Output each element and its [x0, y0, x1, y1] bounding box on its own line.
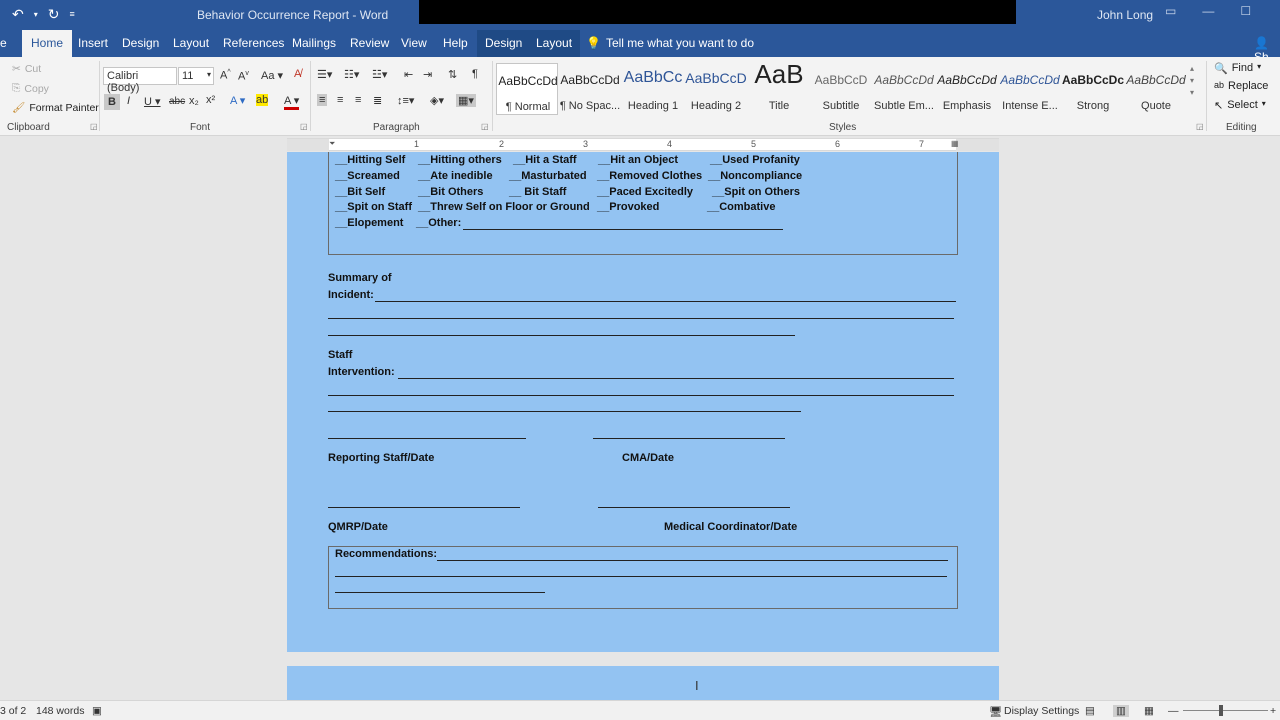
tab-insert[interactable]: Insert: [78, 36, 109, 50]
checkbox-item[interactable]: __Spit on Staff: [335, 201, 413, 213]
separator: [99, 61, 100, 131]
signature-line-qmrp: [328, 507, 520, 508]
style-intense-emphasis[interactable]: [999, 63, 1061, 115]
user-name[interactable]: John Long: [1097, 8, 1154, 22]
status-bar: [0, 700, 1280, 720]
ruler-left-margin: [287, 139, 329, 151]
cut-button[interactable]: [12, 63, 41, 75]
font-name-select[interactable]: [103, 67, 177, 94]
checkbox-item[interactable]: __Ate inedible: [418, 170, 493, 182]
style-name: Strong: [1076, 100, 1110, 112]
ruler-number: 4: [667, 139, 673, 149]
subscript-button[interactable]: x₂: [189, 95, 199, 107]
checkbox-item[interactable]: __Spit on Others: [712, 186, 801, 198]
cursor-icon: ↖: [1214, 100, 1224, 112]
find-button[interactable]: [1214, 62, 1261, 75]
signature-line-reporting: [328, 438, 526, 439]
minimize-icon[interactable]: —: [1202, 4, 1215, 18]
ruler-number: 7: [919, 139, 925, 149]
ribbon: [0, 57, 1280, 136]
style-preview: AaBbCcDd: [874, 73, 934, 87]
decrease-indent-icon[interactable]: ⇤: [404, 69, 414, 81]
signature-line-medical: [598, 507, 790, 508]
recommendations-blank-line: [437, 560, 948, 561]
bullets-icon[interactable]: ☰▾: [317, 69, 333, 81]
page-count[interactable]: 3 of 2: [0, 705, 27, 717]
style-preview: AaBbCcD: [685, 70, 747, 86]
align-right-icon[interactable]: ≡: [355, 94, 362, 106]
style-name: Subtitle: [822, 100, 860, 112]
style-preview: AaBbCcDd: [1126, 73, 1186, 87]
cma-label: CMA/Date: [622, 452, 674, 464]
file-tab-edge[interactable]: e: [0, 36, 7, 50]
style-normal[interactable]: [496, 63, 558, 115]
replace-button[interactable]: [1214, 80, 1268, 92]
text-cursor-icon: I: [695, 678, 699, 693]
zoom-slider-track[interactable]: [1183, 710, 1268, 711]
tell-me-box[interactable]: [586, 36, 754, 50]
styles-group-label: Styles: [829, 122, 857, 133]
style-no-spacing[interactable]: [559, 63, 621, 115]
checkbox-item[interactable]: __Noncompliance: [708, 170, 803, 182]
ruler-number: 5: [751, 139, 757, 149]
replace-icon: ab: [1214, 80, 1225, 90]
ribbon-display-options-icon[interactable]: ▭: [1165, 4, 1177, 18]
tab-view[interactable]: View: [401, 36, 427, 50]
clipboard-launcher-icon[interactable]: ◲: [90, 122, 98, 131]
document-title: Behavior Occurrence Report - Word: [197, 8, 389, 22]
select-label: Select: [1227, 99, 1258, 111]
chevron-down-icon: ▾: [1261, 99, 1266, 108]
intervention-blank-line: [328, 411, 801, 412]
read-mode-icon[interactable]: ▤: [1085, 705, 1095, 717]
select-button[interactable]: [1214, 99, 1266, 112]
style-name: Quote: [1141, 100, 1171, 112]
checkbox-item[interactable]: __Used Profanity: [710, 154, 800, 166]
copy-button[interactable]: [12, 82, 49, 95]
checkbox-item[interactable]: __Screamed: [335, 170, 400, 182]
display-settings-icon: 🖥: [989, 706, 1003, 718]
summary-blank-line: [375, 301, 956, 302]
checkbox-item[interactable]: __Hit an Object: [598, 154, 679, 166]
separator: [492, 61, 493, 131]
checkbox-item[interactable]: __Paced Excitedly: [597, 186, 694, 198]
paragraph-group-label: Paragraph: [373, 122, 420, 133]
bold-button[interactable]: B: [104, 94, 120, 110]
ruler-number: 2: [499, 139, 505, 149]
multilevel-list-icon[interactable]: ☳▾: [372, 69, 388, 81]
style-heading-2[interactable]: [685, 63, 747, 115]
other-blank-line: [463, 229, 783, 230]
proofing-icon[interactable]: ▣: [92, 705, 102, 717]
style-name: Heading 2: [690, 100, 742, 112]
summary-label-line2: Incident:: [328, 289, 374, 301]
horizontal-ruler[interactable]: [287, 138, 999, 151]
style-name: Emphasis: [942, 100, 992, 112]
checkbox-item-other[interactable]: __Other:: [416, 217, 462, 229]
grow-font-icon[interactable]: A^: [220, 69, 231, 82]
quick-access-toolbar: [12, 6, 75, 23]
align-left-icon[interactable]: ≡: [319, 94, 326, 106]
style-preview: AaBbCcDd: [937, 73, 997, 87]
clipboard-group-label: Clipboard: [7, 122, 50, 133]
font-size-select[interactable]: [178, 67, 214, 85]
ruler-number: 3: [583, 139, 589, 149]
copy-icon: ⎘: [12, 82, 21, 94]
highlight-icon[interactable]: ab: [256, 94, 269, 106]
recommendations-blank-line: [335, 576, 947, 577]
style-subtle-emphasis[interactable]: [873, 63, 935, 115]
word-count[interactable]: 148 words: [36, 705, 85, 717]
find-label: Find: [1231, 62, 1254, 74]
text-effects-icon[interactable]: A ▾: [230, 95, 246, 107]
tab-mailings[interactable]: Mailings: [292, 36, 337, 50]
style-preview: AaBbCcDc: [1062, 73, 1124, 87]
borders-icon[interactable]: ▦▾: [458, 95, 474, 107]
reporting-staff-label: Reporting Staff/Date: [328, 452, 435, 464]
checkbox-item[interactable]: __Bit Self: [335, 186, 386, 198]
tab-references[interactable]: References: [223, 36, 285, 50]
paragraph-launcher-icon[interactable]: ◲: [481, 122, 489, 131]
checkbox-item[interactable]: __Removed Clothes: [597, 170, 703, 182]
window-controls: [1165, 4, 1251, 18]
recommendations-label: Recommendations:: [335, 548, 438, 560]
style-title[interactable]: [748, 59, 810, 115]
checkbox-item[interactable]: __Bit Others: [418, 186, 484, 198]
qmrp-label: QMRP/Date: [328, 521, 388, 533]
style-name: Heading 1: [627, 100, 679, 112]
style-name: ¶ No Spac...: [559, 100, 621, 112]
summary-blank-line: [328, 335, 795, 336]
tab-help[interactable]: Help: [443, 36, 468, 50]
superscript-button[interactable]: x²: [206, 94, 216, 106]
indent-marker-icon[interactable]: ⏷: [329, 139, 336, 148]
style-heading-1[interactable]: [622, 63, 684, 115]
style-quote[interactable]: [1125, 63, 1187, 115]
style-preview: AaBbCc: [623, 69, 683, 86]
scissors-icon: ✂: [12, 63, 21, 75]
tab-design[interactable]: Design: [122, 36, 160, 50]
staff-label-line2: Intervention:: [328, 366, 395, 378]
replace-label: Replace: [1228, 80, 1269, 92]
signature-line-cma: [593, 438, 785, 439]
person-icon: 👤: [1254, 36, 1269, 50]
cut-label: Cut: [24, 63, 42, 75]
customize-qat-icon[interactable]: ≡: [69, 9, 75, 19]
font-color-icon[interactable]: A ▾: [284, 94, 299, 110]
redo-icon[interactable]: ↻: [47, 6, 60, 22]
tell-me-text: Tell me what you want to do: [605, 36, 755, 50]
tab-layout[interactable]: Layout: [173, 36, 210, 50]
editing-group-label: Editing: [1226, 122, 1257, 133]
shrink-font-icon[interactable]: $A^v$: [238, 70, 249, 83]
zoom-slider-thumb[interactable]: [1219, 705, 1223, 716]
medical-coordinator-label: Medical Coordinator/Date: [664, 521, 798, 533]
styles-scroll-icon[interactable]: ▴ ▾ ▾: [1190, 64, 1195, 97]
line-spacing-icon[interactable]: ↕≡▾: [397, 95, 415, 107]
tab-table-design[interactable]: Design: [477, 30, 530, 57]
font-name-value: Calibri (Body): [107, 70, 140, 94]
document-page[interactable]: [287, 152, 999, 652]
font-launcher-icon[interactable]: ◲: [300, 122, 308, 131]
style-strong[interactable]: [1062, 63, 1124, 115]
search-icon: 🔍: [1214, 63, 1228, 75]
style-preview: AaBbCcDd: [1000, 73, 1060, 87]
checkbox-item[interactable]: __Hit a Staff: [513, 154, 577, 166]
shading-icon[interactable]: ◈▾: [430, 95, 444, 107]
tab-review[interactable]: Review: [350, 36, 390, 50]
italic-button[interactable]: I: [127, 95, 131, 107]
checkbox-item[interactable]: __Hitting others: [418, 154, 502, 166]
tab-table-layout[interactable]: Layout: [528, 30, 580, 57]
undo-dropdown-icon[interactable]: ▾: [33, 10, 38, 19]
separator: [310, 61, 311, 131]
zoom-out-icon[interactable]: —: [1168, 705, 1179, 717]
paintbrush-icon: 🖌: [12, 102, 26, 114]
chevron-down-icon: ▾: [1257, 62, 1262, 71]
style-preview: AaBbCcDd: [560, 73, 620, 87]
change-case-icon[interactable]: Aa ▾: [261, 70, 284, 82]
checkbox-item[interactable]: __Hitting Self: [335, 154, 406, 166]
style-name: Intense E...: [1002, 100, 1058, 112]
intervention-blank-line: [398, 378, 954, 379]
checkbox-item[interactable]: __Combative: [707, 201, 776, 213]
zoom-in-icon[interactable]: +: [1270, 705, 1277, 717]
print-layout-icon[interactable]: ▥: [1113, 705, 1129, 717]
format-painter-button[interactable]: [12, 101, 99, 114]
lightbulb-icon: 💡: [586, 36, 601, 50]
style-preview: AaBbCcDd: [498, 74, 558, 88]
summary-label-line1: Summary of: [328, 272, 392, 284]
display-settings-button[interactable]: Display Settings: [1004, 705, 1080, 717]
show-formatting-icon[interactable]: ¶: [472, 68, 478, 80]
tab-home[interactable]: Home: [22, 30, 72, 57]
ruler-number: 6: [835, 139, 841, 149]
checkbox-item[interactable]: __Threw Self on Floor or Ground: [418, 201, 590, 213]
checkbox-item[interactable]: __Provoked: [597, 201, 660, 213]
checkbox-item[interactable]: __ Bit Staff: [509, 186, 567, 198]
font-size-value: 11: [182, 70, 194, 82]
style-preview: AaBbCcD: [814, 73, 868, 87]
style-name: Subtle Em...: [874, 100, 934, 112]
intervention-blank-line: [328, 395, 954, 396]
style-emphasis[interactable]: [936, 63, 998, 115]
format-painter-label: Format Painter: [29, 101, 99, 114]
staff-label-line1: Staff: [328, 349, 353, 361]
style-preview: AaB: [754, 59, 804, 89]
numbering-icon[interactable]: ☷▾: [344, 69, 360, 81]
style-name: Title: [768, 100, 790, 112]
copy-label: Copy: [24, 82, 49, 95]
web-layout-icon[interactable]: ▦: [1144, 705, 1154, 717]
right-indent-marker-icon[interactable]: ▦: [951, 139, 959, 148]
summary-blank-line: [328, 318, 954, 319]
justify-icon[interactable]: ≣: [373, 95, 383, 107]
separator: [1206, 61, 1207, 131]
checkbox-item[interactable]: __Masturbated: [509, 170, 587, 182]
recommendations-blank-line: [335, 592, 545, 593]
checkbox-item[interactable]: __Elopement: [335, 217, 404, 229]
strikethrough-button[interactable]: abc: [169, 96, 186, 107]
increase-indent-icon[interactable]: ⇥: [423, 69, 433, 81]
underline-button[interactable]: U ▾: [144, 96, 161, 108]
title-bar: [0, 0, 1280, 30]
undo-icon[interactable]: ↶: [12, 6, 24, 22]
redacted-area: [419, 0, 1016, 24]
align-center-icon[interactable]: ≡: [337, 94, 344, 106]
styles-launcher-icon[interactable]: ◲: [1196, 122, 1204, 131]
ribbon-tabs: [0, 30, 1280, 57]
sort-icon[interactable]: ⇅: [448, 69, 458, 81]
style-subtitle[interactable]: [810, 63, 872, 115]
ruler-number: 1: [414, 139, 420, 149]
clear-formatting-icon[interactable]: A̸: [294, 68, 302, 80]
style-name: ¶ Normal: [505, 101, 551, 113]
ruler-right-margin: [956, 139, 999, 151]
maximize-icon[interactable]: ☐: [1240, 4, 1252, 18]
font-group-label: Font: [190, 122, 211, 133]
chevron-down-icon: ▾: [206, 70, 211, 79]
